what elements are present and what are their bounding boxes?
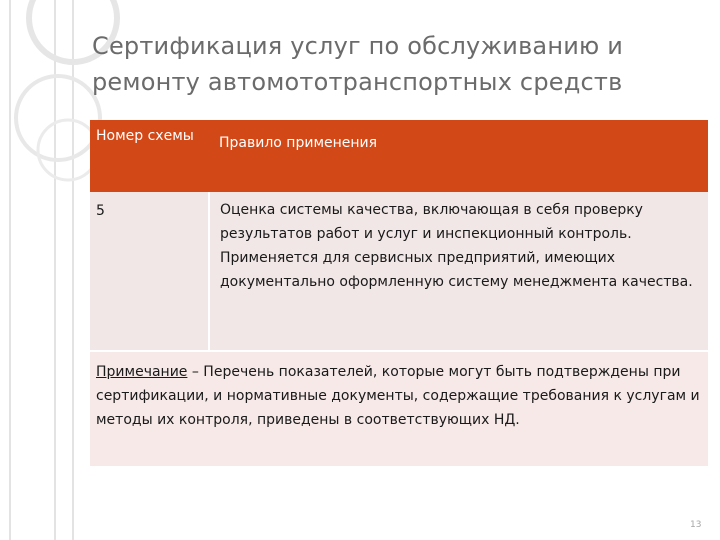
cell-rule: Оценка системы качества, включающая в себя проверку результатов работ и услуг и инспекционный контроль. Применяется для сервисных предприятий, имеющих документально оформленную систему менеджмента качества.: [209, 192, 708, 350]
note-cell: [90, 352, 708, 466]
page-number: 13: [690, 520, 702, 530]
decor-circle: [38, 120, 98, 180]
title-line-2: ремонту автомототранспортных средств: [92, 68, 623, 96]
slide-title: [92, 28, 702, 100]
decor-circle: [16, 76, 100, 160]
rules-table: [90, 120, 708, 466]
header-rule: Правило применения: [209, 120, 708, 192]
note-label: Примечание: [96, 364, 188, 380]
table-note-row: [90, 352, 708, 466]
cell-scheme-number: 5: [90, 192, 209, 350]
table-header-row: [90, 120, 708, 192]
title-line-1: Сертификация услуг по обслуживанию и: [92, 32, 624, 60]
table-row: [90, 192, 708, 350]
header-scheme-number: Номер схемы: [90, 120, 209, 192]
note-text: – Перечень показателей, которые могут быть подтверждены при сертификации, и нормативные документы, содержащие требования к услугам и методы их контроля, приведены в соответствующих НД.: [96, 364, 700, 428]
